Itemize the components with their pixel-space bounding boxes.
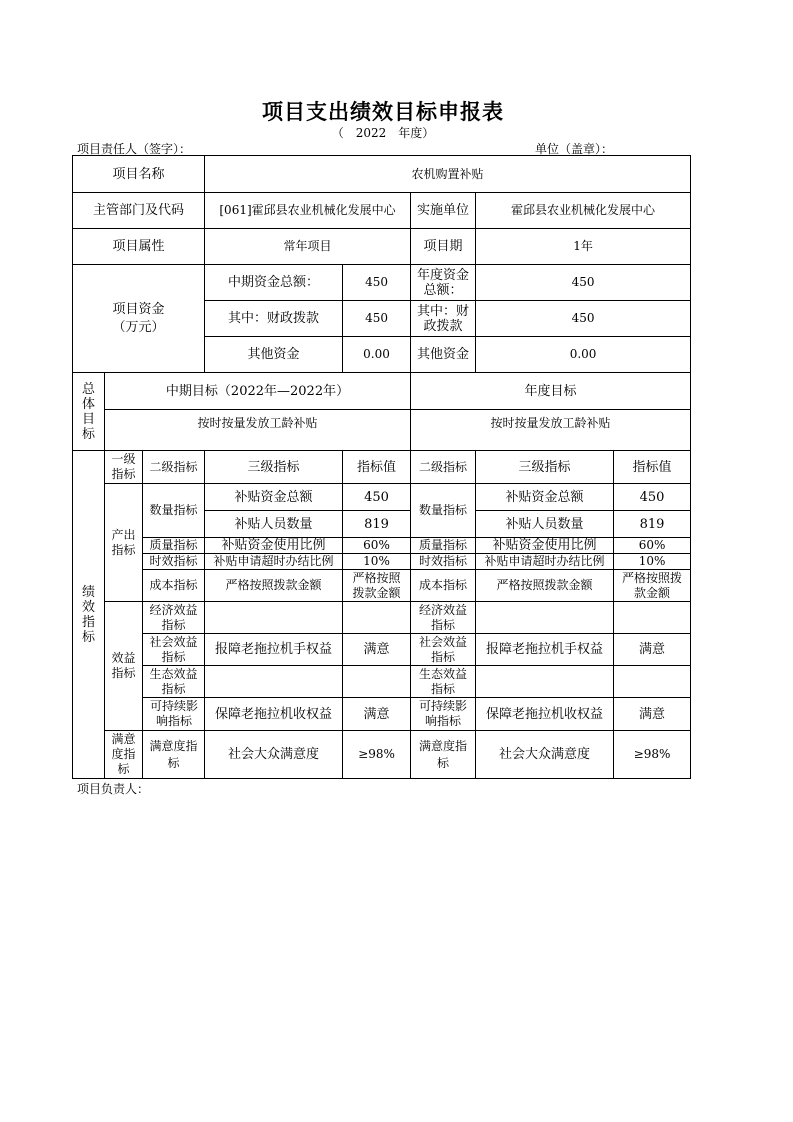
quality-value-year: 60% (614, 538, 691, 554)
year-goal-header: 年度目标 (411, 373, 691, 410)
mid-total-value: 450 (343, 265, 411, 301)
level3-header-year: 三级指标 (476, 451, 614, 484)
social-value: 满意 (343, 634, 411, 666)
time-value-year: 10% (614, 554, 691, 570)
sustain-label: 可持续影响指标 (143, 698, 205, 731)
period-label: 项目期 (411, 229, 476, 265)
q1-name: 补贴资金总额 (205, 484, 343, 511)
q2-name: 补贴人员数量 (205, 511, 343, 538)
cost-label: 成本指标 (143, 570, 205, 602)
quality-name-year: 补贴资金使用比例 (476, 538, 614, 554)
dept-label: 主管部门及代码 (73, 193, 205, 229)
period-value: 1年 (476, 229, 691, 265)
eco-name (205, 666, 343, 698)
mid-other-label: 其他资金 (205, 337, 343, 373)
mid-total-label: 中期资金总额： (205, 265, 343, 301)
year-goal-text: 按时按量发放工龄补贴 (411, 410, 691, 451)
level2-header: 二级指标 (143, 451, 205, 484)
year-total-label: 年度资金总额： (411, 265, 476, 301)
social-name-year: 报障老拖拉机手权益 (476, 634, 614, 666)
performance-indicator-label: 绩效指标 (73, 451, 105, 779)
q2-value: 819 (343, 511, 411, 538)
year-other-label: 其他资金 (411, 337, 476, 373)
satisfaction-name: 社会大众满意度 (205, 731, 343, 779)
sustain-value-year: 满意 (614, 698, 691, 731)
cost-label-year: 成本指标 (411, 570, 476, 602)
sustain-name: 保障老拖拉机收权益 (205, 698, 343, 731)
overall-goal-label: 总体目标 (73, 373, 105, 451)
economic-label: 经济效益指标 (143, 602, 205, 634)
value-header: 指标值 (343, 451, 411, 484)
economic-value (343, 602, 411, 634)
satisfaction-indicator-label: 满意度指标 (105, 731, 143, 779)
time-label-year: 时效指标 (411, 554, 476, 570)
social-label-year: 社会效益指标 (411, 634, 476, 666)
eco-label: 生态效益指标 (143, 666, 205, 698)
funds-label: 项目资金 （万元） (73, 265, 205, 373)
q1-value: 450 (343, 484, 411, 511)
level3-header: 三级指标 (205, 451, 343, 484)
cost-name-year: 严格按照拨款金额 (476, 570, 614, 602)
sustain-label-year: 可持续影响指标 (411, 698, 476, 731)
quality-name: 补贴资金使用比例 (205, 538, 343, 554)
performance-goal-table (72, 155, 691, 779)
impl-unit-value: 霍邱县农业机械化发展中心 (476, 193, 691, 229)
year-fiscal-label: 其中：财政拨款 (411, 301, 476, 337)
quality-value: 60% (343, 538, 411, 554)
year-fiscal-value: 450 (476, 301, 691, 337)
satisfaction-sub-label-year: 满意度指标 (411, 731, 476, 779)
time-label: 时效指标 (143, 554, 205, 570)
value-header-year: 指标值 (614, 451, 691, 484)
economic-value-year (614, 602, 691, 634)
attr-value: 常年项目 (205, 229, 411, 265)
time-name: 补贴申请超时办结比例 (205, 554, 343, 570)
satisfaction-value-year: ≥98% (614, 731, 691, 779)
cost-value-year: 严格按照拨款金额 (614, 570, 691, 602)
economic-name-year (476, 602, 614, 634)
satisfaction-sub-label: 满意度指标 (143, 731, 205, 779)
q1-value-year: 450 (614, 484, 691, 511)
mid-fiscal-value: 450 (343, 301, 411, 337)
year-line: （ 2022 年度） (331, 126, 435, 140)
eco-label-year: 生态效益指标 (411, 666, 476, 698)
quantity-label: 数量指标 (143, 484, 205, 538)
eco-name-year (476, 666, 614, 698)
quantity-label-year: 数量指标 (411, 484, 476, 538)
social-value-year: 满意 (614, 634, 691, 666)
mid-other-value: 0.00 (343, 337, 411, 373)
economic-name (205, 602, 343, 634)
social-label: 社会效益指标 (143, 634, 205, 666)
mid-fiscal-label: 其中：财政拨款 (205, 301, 343, 337)
dept-value: [061]霍邱县农业机械化发展中心 (205, 193, 411, 229)
benefit-indicator-label: 效益指标 (105, 602, 143, 731)
q1-name-year: 补贴资金总额 (476, 484, 614, 511)
year-total-value: 450 (476, 265, 691, 301)
sustain-name-year: 保障老拖拉机收权益 (476, 698, 614, 731)
level2-header-year: 二级指标 (411, 451, 476, 484)
sustain-value: 满意 (343, 698, 411, 731)
eco-value-year (614, 666, 691, 698)
project-name-value: 农机购置补贴 (205, 156, 691, 193)
output-indicator-label: 产出指标 (105, 484, 143, 602)
attr-label: 项目属性 (73, 229, 205, 265)
project-name-label: 项目名称 (73, 156, 205, 193)
year-other-value: 0.00 (476, 337, 691, 373)
social-name: 报障老拖拉机手权益 (205, 634, 343, 666)
mid-goal-text: 按时按量发放工龄补贴 (105, 410, 411, 451)
q2-value-year: 819 (614, 511, 691, 538)
mid-goal-header: 中期目标（2022年—2022年） (105, 373, 411, 410)
cost-value: 严格按照拨款金额 (343, 570, 411, 602)
unit-seal-label: 单位（盖章）： (535, 142, 614, 156)
eco-value (343, 666, 411, 698)
quality-label-year: 质量指标 (411, 538, 476, 554)
time-name-year: 补贴申请超时办结比例 (476, 554, 614, 570)
level1-header: 一级指标 (105, 451, 143, 484)
form-title: 项目支出绩效目标申报表 (262, 99, 504, 124)
time-value: 10% (343, 554, 411, 570)
cost-name: 严格按照拨款金额 (205, 570, 343, 602)
quality-label: 质量指标 (143, 538, 205, 554)
satisfaction-value: ≥98% (343, 731, 411, 779)
economic-label-year: 经济效益指标 (411, 602, 476, 634)
responsible-signature-label: 项目责任人（签字）： (77, 142, 192, 156)
project-leader-label: 项目负责人： (77, 782, 150, 796)
satisfaction-name-year: 社会大众满意度 (476, 731, 614, 779)
q2-name-year: 补贴人员数量 (476, 511, 614, 538)
impl-unit-label: 实施单位 (411, 193, 476, 229)
